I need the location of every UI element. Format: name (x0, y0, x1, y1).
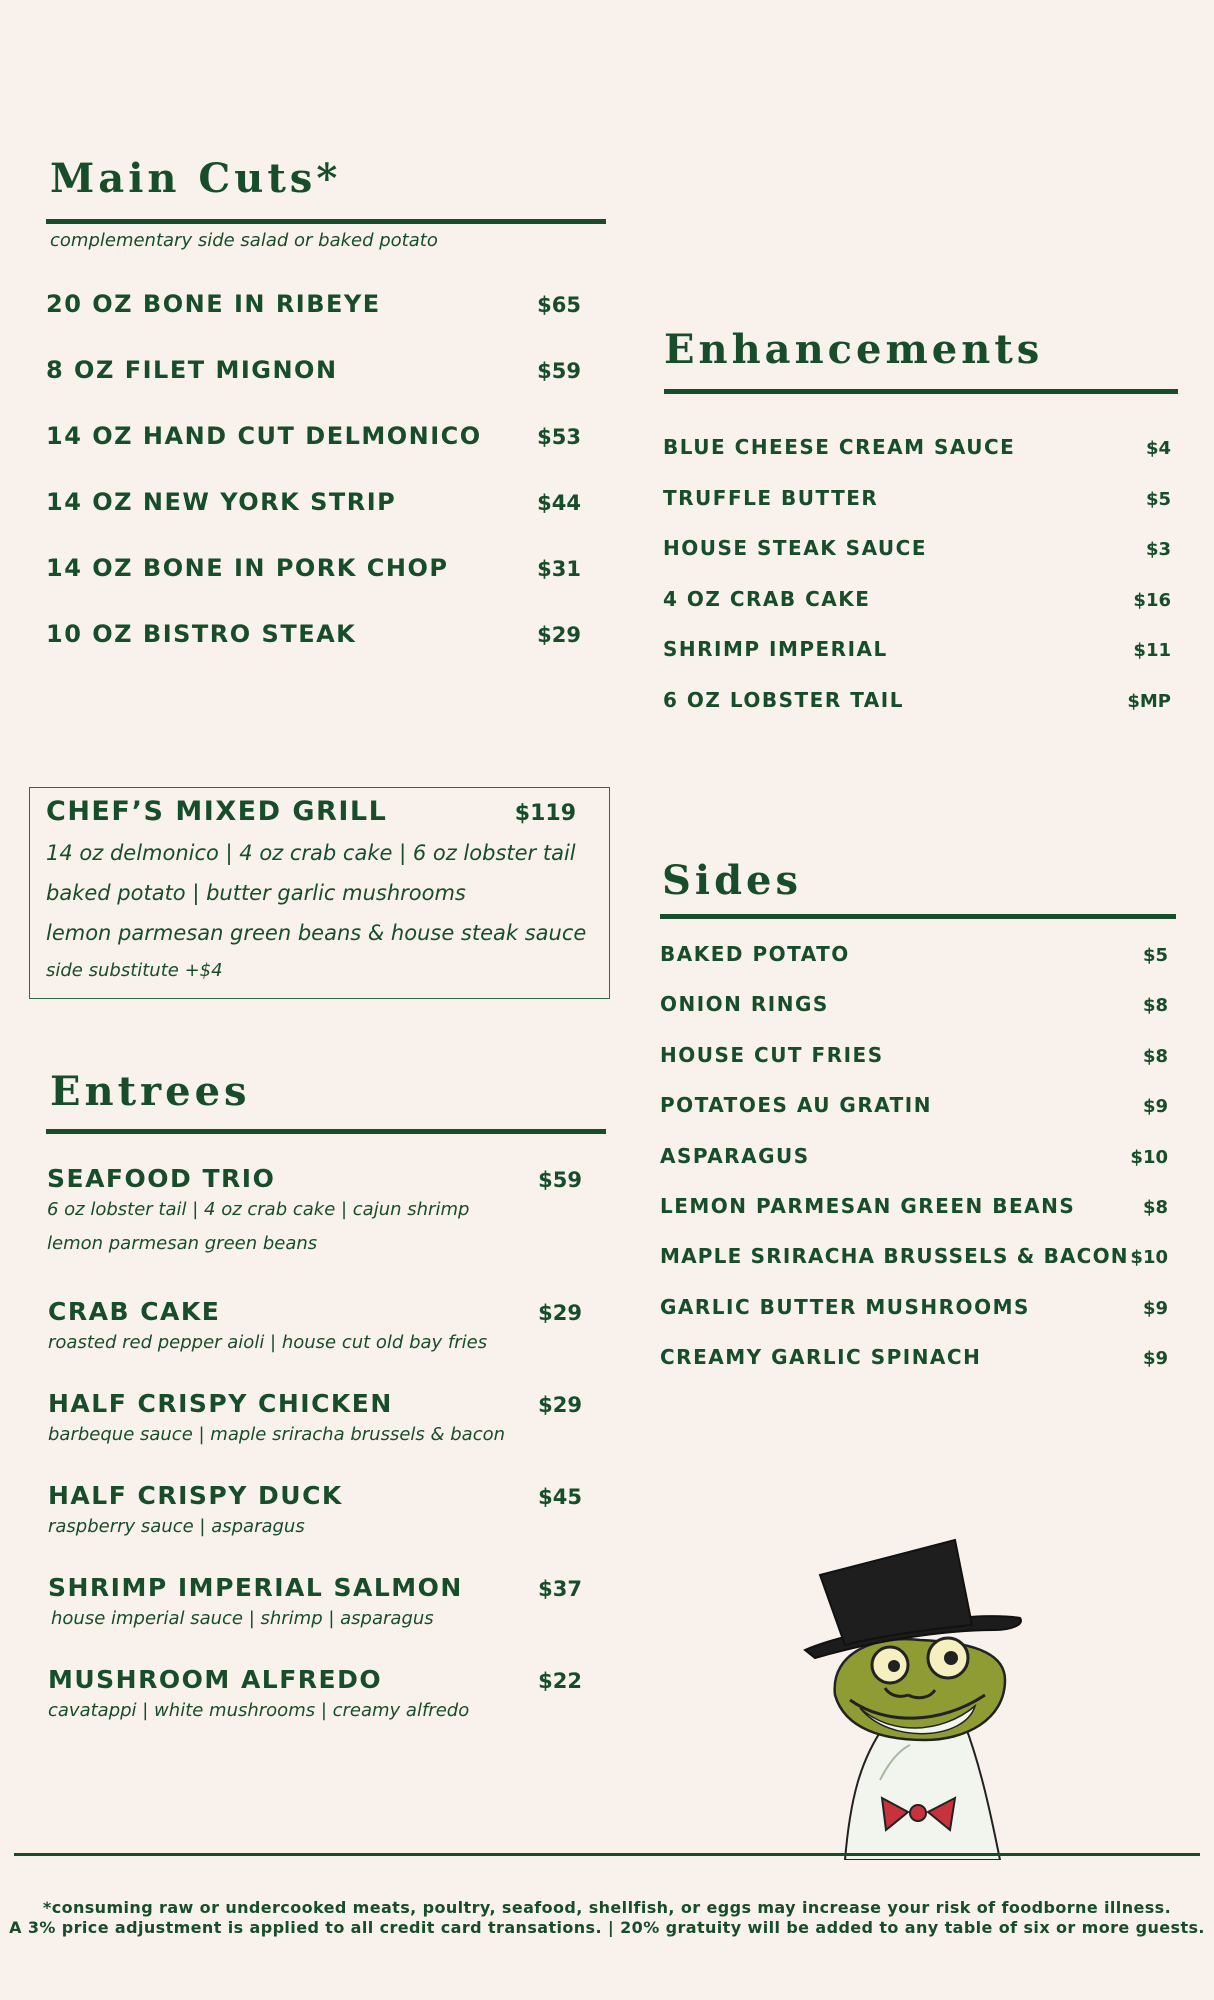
menu-item-name: 14 OZ HAND CUT DELMONICO (46, 422, 482, 450)
footer-disclaimer (0, 1898, 1214, 1938)
entree-header (48, 1665, 582, 1694)
menu-item-name: 14 OZ BONE IN PORK CHOP (46, 554, 449, 582)
menu-item-name: MAPLE SRIRACHA BRUSSELS & BACON (660, 1244, 1129, 1269)
menu-item-name: HALF CRISPY DUCK (48, 1481, 343, 1510)
menu-item-name: SEAFOOD TRIO (47, 1164, 276, 1193)
main-cuts-divider (46, 219, 606, 224)
menu-item-price: $31 (537, 557, 581, 581)
menu-item-price: $3 (1145, 539, 1171, 560)
menu-item-price: $53 (537, 425, 581, 449)
menu-item (660, 1144, 1168, 1194)
entree-description: barbeque sauce | maple sriracha brussels & bacon (48, 1424, 506, 1445)
menu-item (46, 356, 581, 422)
menu-item-name: CREAMY GARLIC SPINACH (660, 1345, 982, 1370)
menu-item (46, 554, 581, 620)
menu-item-price: $45 (538, 1485, 582, 1509)
menu-item-name: 10 OZ BISTRO STEAK (46, 620, 357, 648)
menu-item-price: $65 (537, 293, 581, 317)
menu-item (660, 1093, 1168, 1143)
menu-item (46, 290, 581, 356)
entree-description: lemon parmesan green beans (47, 1233, 318, 1254)
menu-item-name: 6 OZ LOBSTER TAIL (663, 687, 904, 712)
frog-mascot-icon (790, 1530, 1030, 1860)
menu-item-price: $MP (1127, 690, 1171, 712)
menu-item-price: $29 (538, 1393, 582, 1417)
entrees-divider (46, 1129, 606, 1134)
menu-item-price: $9 (1142, 1297, 1168, 1319)
menu-item-name: TRUFFLE BUTTER (663, 485, 879, 510)
menu-item-name: ONION RINGS (660, 992, 829, 1017)
menu-item-price: $37 (538, 1577, 582, 1601)
menu-item (663, 587, 1171, 638)
main-cuts-list (46, 290, 581, 686)
entree-header (47, 1164, 582, 1193)
entree-description: house imperial sauce | shrimp | asparagus (51, 1608, 434, 1629)
entree-description: raspberry sauce | asparagus (48, 1516, 305, 1537)
menu-item-price: $59 (538, 1168, 582, 1192)
menu-item-name: GARLIC BUTTER MUSHROOMS (660, 1294, 1030, 1319)
menu-item-name: LEMON PARMESAN GREEN BEANS (660, 1193, 1076, 1218)
menu-item-price: $9 (1142, 1348, 1168, 1370)
menu-item (663, 536, 1171, 587)
menu-item-name: 20 OZ BONE IN RIBEYE (46, 290, 381, 318)
entree-description: 6 oz lobster tail | 4 oz crab cake | cajun shrimp (47, 1199, 470, 1220)
menu-item-price: $5 (1145, 488, 1171, 510)
menu-item-name: BLUE CHEESE CREAM SAUCE (663, 435, 1016, 459)
side-substitute-note: side substitute +$4 (46, 960, 223, 981)
menu-item (46, 488, 581, 554)
enhancements-divider (664, 389, 1178, 394)
menu-item-price: $9 (1142, 1096, 1168, 1118)
entree-item (47, 1164, 582, 1261)
footer-line-1: *consuming raw or undercooked meats, poultry, seafood, shellfish, or eggs may increase your risk of foodborne illness. (42, 1898, 1172, 1917)
menu-item-name: CRAB CAKE (48, 1297, 221, 1326)
menu-item-price: $10 (1130, 1247, 1168, 1269)
menu-item (660, 1194, 1168, 1244)
menu-item-price: $4 (1145, 438, 1171, 459)
entree-description: cavatappi | white mushrooms | creamy alfredo (48, 1700, 470, 1721)
menu-item (663, 486, 1171, 537)
description-line: lemon parmesan green beans & house steak sauce (46, 921, 587, 945)
footer-line-2: A 3% price adjustment is applied to all credit card transations. | 20% gratuity will be added to any table of six or more guests. (9, 1918, 1205, 1937)
enhancements-heading: Enhancements (664, 326, 1044, 373)
menu-item-price: $22 (538, 1669, 582, 1693)
menu-item (663, 688, 1171, 739)
menu-item (663, 637, 1171, 688)
menu-item (660, 992, 1168, 1042)
menu-item (660, 1043, 1168, 1093)
menu-item-price: $8 (1142, 1045, 1168, 1067)
menu-item-name: HOUSE CUT FRIES (660, 1042, 884, 1067)
entree-header (48, 1297, 582, 1326)
menu-item-name: BAKED POTATO (660, 942, 850, 966)
menu-item-name: SHRIMP IMPERIAL (663, 637, 888, 661)
menu-item-name: 4 OZ CRAB CAKE (663, 586, 871, 611)
menu-item-name: 14 OZ NEW YORK STRIP (46, 488, 397, 516)
entree-item (48, 1389, 582, 1452)
entree-item (48, 1297, 582, 1360)
menu-item-name: HALF CRISPY CHICKEN (48, 1389, 393, 1418)
sides-heading: Sides (662, 857, 803, 904)
menu-item (663, 435, 1171, 486)
entrees-heading: Entrees (50, 1068, 251, 1115)
menu-item-name: POTATOES AU GRATIN (660, 1093, 932, 1118)
menu-item-price: $5 (1142, 945, 1168, 966)
chefs-mixed-grill-header (46, 796, 576, 827)
menu-item-price: $8 (1142, 1196, 1168, 1218)
sides-list (660, 942, 1168, 1396)
entree-header (48, 1481, 582, 1510)
chefs-mixed-grill-description (46, 833, 586, 989)
main-cuts-heading: Main Cuts* (50, 155, 342, 202)
menu-item-name: 8 OZ FILET MIGNON (46, 356, 338, 384)
menu-item-name: SHRIMP IMPERIAL SALMON (48, 1573, 463, 1602)
entree-item (48, 1665, 582, 1728)
menu-item-name: ASPARAGUS (660, 1143, 810, 1168)
menu-item (46, 620, 581, 686)
entree-header (48, 1389, 582, 1418)
menu-item-name: MUSHROOM ALFREDO (48, 1665, 383, 1694)
sides-divider (660, 914, 1176, 919)
enhancements-list (663, 435, 1171, 738)
entree-item (48, 1573, 582, 1636)
entree-header (48, 1573, 582, 1602)
menu-item (660, 1244, 1168, 1294)
menu-item-price: $44 (537, 491, 581, 515)
menu-item (46, 422, 581, 488)
chefs-mixed-grill-box (29, 787, 610, 999)
menu-item-price: $59 (537, 359, 581, 383)
menu-item-price: $8 (1142, 995, 1168, 1017)
footer-divider (14, 1853, 1200, 1856)
menu-item-price: $29 (538, 1301, 582, 1325)
menu-item-name: HOUSE STEAK SAUCE (663, 536, 928, 560)
chefs-mixed-grill-price: $119 (514, 801, 576, 826)
menu-item (660, 942, 1168, 992)
menu-item-price: $29 (537, 623, 581, 647)
chefs-mixed-grill-name: CHEF’S MIXED GRILL (46, 796, 388, 827)
description-line: baked potato | butter garlic mushrooms (46, 881, 466, 905)
menu-item (660, 1295, 1168, 1345)
menu-item (660, 1345, 1168, 1395)
main-cuts-note: complementary side salad or baked potato (50, 230, 438, 251)
description-line: 14 oz delmonico | 4 oz crab cake | 6 oz lobster tail (46, 841, 576, 865)
menu-item-price: $11 (1133, 640, 1171, 661)
entree-item (48, 1481, 582, 1544)
entree-description: roasted red pepper aioli | house cut old bay fries (48, 1332, 488, 1353)
menu-item-price: $16 (1133, 589, 1171, 611)
menu-item-price: $10 (1130, 1146, 1168, 1168)
